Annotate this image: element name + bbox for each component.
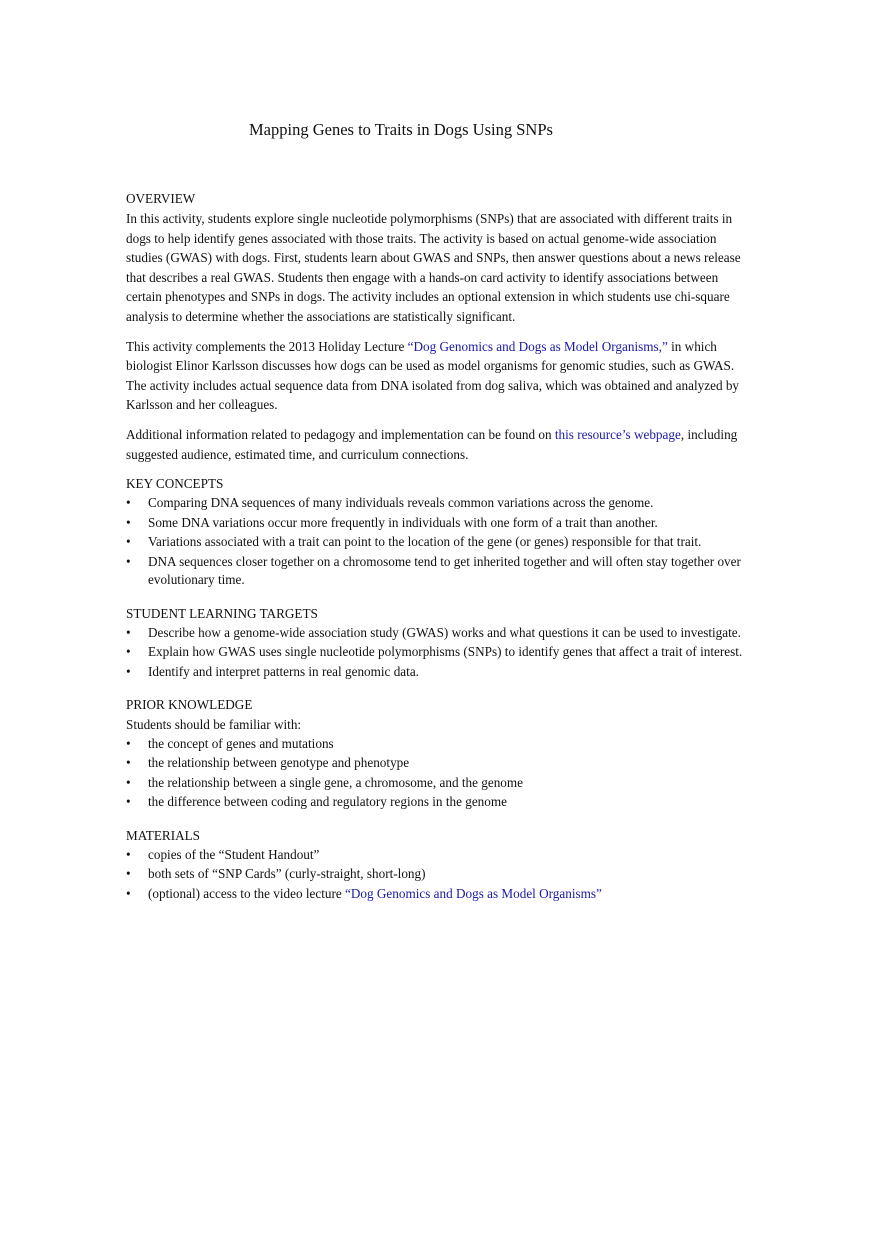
resource-webpage-link[interactable]: this resource’s webpage xyxy=(554,426,681,442)
list-item-text: Variations associated with a trait can point to the location of the gene (or genes) responsible for that trait. xyxy=(148,534,702,550)
list-item-text: Describe how a genome-wide association study (GWAS) works and what questions it can be used to investigate. xyxy=(148,624,741,640)
document-body xyxy=(126,189,752,904)
list-item-text: Explain how GWAS uses single nucleotide polymorphisms (SNPs) to identify genes that affect a trait of interest. xyxy=(148,644,743,660)
list-item-text: Comparing DNA sequences of many individuals reveals common variations across the genome. xyxy=(148,495,654,511)
list-item xyxy=(126,624,752,643)
bullet-icon: • xyxy=(126,553,131,569)
overview-heading: OVERVIEW xyxy=(126,191,196,206)
key-concepts-section xyxy=(126,474,752,590)
list-item xyxy=(126,643,752,662)
list-item xyxy=(126,533,752,552)
holiday-lecture-link[interactable]: “Dog Genomics and Dogs as Model Organisms,” xyxy=(407,338,668,354)
list-item-text: the relationship between a single gene, a chromosome, and the genome xyxy=(148,774,523,790)
list-item xyxy=(126,885,752,904)
materials-list xyxy=(126,846,752,904)
key-concepts-heading: KEY CONCEPTS xyxy=(126,476,224,492)
bullet-icon: • xyxy=(126,495,131,511)
overview-section xyxy=(126,189,752,464)
bullet-icon: • xyxy=(126,534,131,550)
list-item xyxy=(126,793,752,812)
bullet-icon: • xyxy=(126,735,131,751)
list-item xyxy=(126,663,752,682)
bullet-icon: • xyxy=(126,885,131,901)
overview-p2-text-before: This activity complements the 2013 Holiday Lecture xyxy=(126,338,408,354)
list-item xyxy=(126,553,752,590)
list-item xyxy=(126,494,752,513)
learning-targets-list xyxy=(126,624,752,682)
prior-knowledge-heading: PRIOR KNOWLEDGE xyxy=(126,697,253,713)
page-title: Mapping Genes to Traits in Dogs Using SNPs xyxy=(249,120,553,139)
video-lecture-link[interactable]: “Dog Genomics and Dogs as Model Organisms” xyxy=(345,885,602,901)
overview-paragraph-2 xyxy=(126,337,752,415)
overview-paragraph-1: In this activity, students explore single nucleotide polymorphisms (SNPs) that are associated with different traits in dogs to help identify genes associated with those traits. The activity is based on actual genome-wide association studies (GWAS) with dogs. First, students learn about GWAS and SNPs, then answer questions about a news release that describes a real GWAS. Students then engage with a hands-on card activity to identify associations between certain phenotypes and SNPs in dogs. The activity includes an optional extension in which students use chi-square analysis to determine whether the associations are statistically significant. xyxy=(126,211,741,324)
list-item-text: DNA sequences closer together on a chromosome tend to get inherited together and will often stay together over evolutionary time. xyxy=(148,553,741,588)
bullet-icon: • xyxy=(126,644,131,660)
list-item xyxy=(126,865,752,884)
bullet-icon: • xyxy=(126,866,131,882)
learning-targets-heading: STUDENT LEARNING TARGETS xyxy=(126,605,318,621)
list-item-text: (optional) access to the video lecture xyxy=(148,885,346,901)
bullet-icon: • xyxy=(126,514,131,530)
prior-knowledge-section xyxy=(126,695,752,812)
bullet-icon: • xyxy=(126,774,131,790)
list-item xyxy=(126,514,752,533)
list-item-text: copies of the “Student Handout” xyxy=(148,846,320,862)
overview-p3-text-after: , including suggested audience, estimated time, and curriculum connections. xyxy=(126,426,738,462)
list-item-text: the concept of genes and mutations xyxy=(148,735,334,751)
bullet-icon: • xyxy=(126,794,131,810)
list-item xyxy=(126,846,752,865)
bullet-icon: • xyxy=(126,846,131,862)
list-item-text: the difference between coding and regulatory regions in the genome xyxy=(148,794,507,810)
materials-section xyxy=(126,826,752,904)
key-concepts-list xyxy=(126,494,752,590)
prior-knowledge-list xyxy=(126,735,752,812)
bullet-icon: • xyxy=(126,755,131,771)
materials-heading: MATERIALS xyxy=(126,827,200,843)
overview-paragraph-3 xyxy=(126,425,752,464)
list-item-text: Some DNA variations occur more frequently in individuals with one form of a trait than another. xyxy=(148,514,658,530)
list-item xyxy=(126,754,752,773)
learning-targets-section xyxy=(126,604,752,682)
list-item-text: the relationship between genotype and phenotype xyxy=(148,755,410,771)
list-item xyxy=(126,774,752,793)
overview-p3-text-before: Additional information related to pedagogy and implementation can be found on xyxy=(126,426,555,442)
list-item xyxy=(126,735,752,754)
list-item-text: Identify and interpret patterns in real genomic data. xyxy=(148,663,419,679)
list-item-text: both sets of “SNP Cards” (curly-straight, short-long) xyxy=(148,866,426,882)
bullet-icon: • xyxy=(126,663,131,679)
prior-knowledge-intro: Students should be familiar with: xyxy=(126,717,302,733)
bullet-icon: • xyxy=(126,624,131,640)
overview-p2-text-after: in which biologist Elinor Karlsson discusses how dogs can be used as model organisms for genomic studies, such as GWAS. The activity includes actual sequence data from DNA isolated from dog saliva, which was obtained and analyzed by Karlsson and her colleagues. xyxy=(126,338,740,413)
